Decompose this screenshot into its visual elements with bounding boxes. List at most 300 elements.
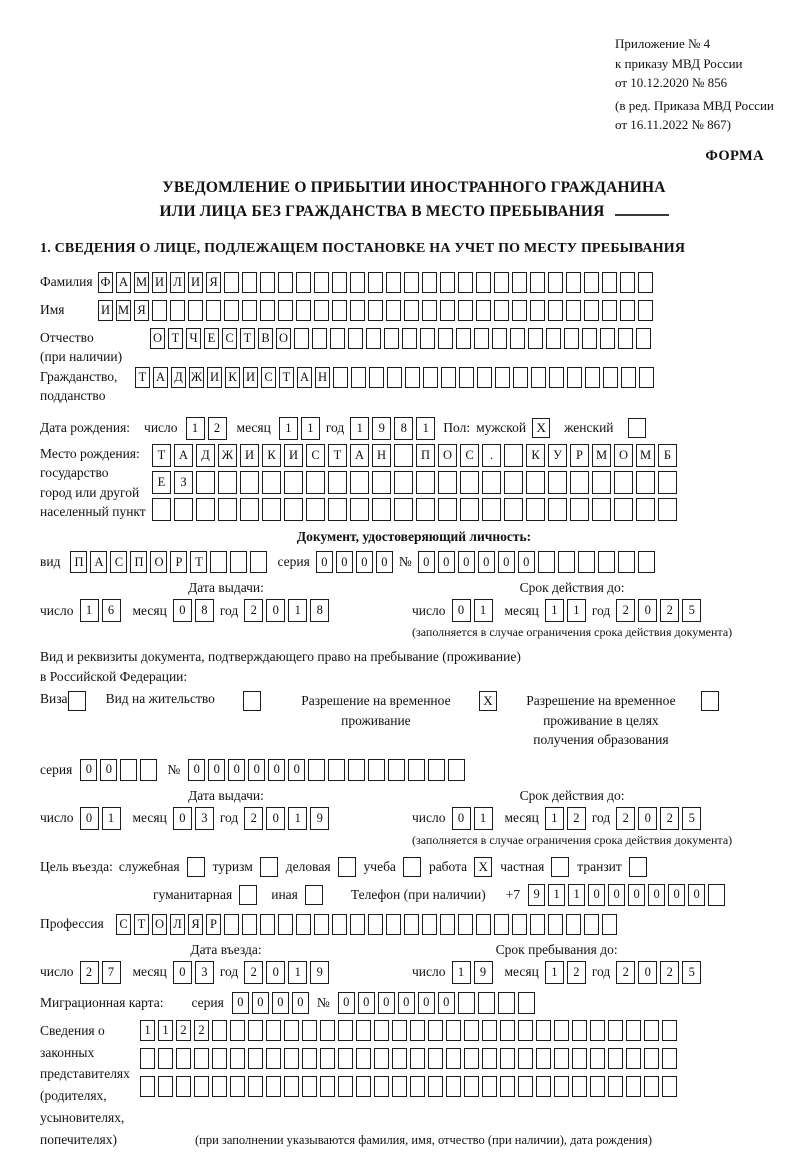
char-cell[interactable]: [320, 1048, 335, 1069]
char-cell[interactable]: [494, 272, 509, 293]
char-cell[interactable]: [278, 300, 293, 321]
char-cell[interactable]: [212, 1048, 227, 1069]
char-cell[interactable]: К: [526, 444, 545, 467]
char-cell[interactable]: Я: [188, 914, 203, 935]
char-cell[interactable]: [386, 272, 401, 293]
char-cell[interactable]: 0: [638, 807, 657, 830]
char-cell[interactable]: [662, 1020, 677, 1041]
char-cell[interactable]: [212, 1020, 227, 1041]
char-cell[interactable]: 2: [616, 807, 635, 830]
char-cell[interactable]: [620, 272, 635, 293]
char-cell[interactable]: 3: [195, 961, 214, 984]
char-cell[interactable]: [440, 300, 455, 321]
char-cell[interactable]: П: [130, 551, 147, 573]
char-cell[interactable]: 0: [188, 759, 205, 781]
char-cell[interactable]: 1: [350, 417, 369, 440]
char-cell[interactable]: 0: [458, 551, 475, 573]
char-cell[interactable]: [512, 300, 527, 321]
char-cell[interactable]: [416, 498, 435, 521]
char-cell[interactable]: [170, 300, 185, 321]
char-cell[interactable]: 0: [688, 884, 705, 906]
char-cell[interactable]: [405, 367, 420, 388]
char-cell[interactable]: [284, 498, 303, 521]
char-cell[interactable]: [266, 1076, 281, 1097]
char-cell[interactable]: [388, 759, 405, 781]
char-cell[interactable]: 0: [80, 807, 99, 830]
char-cell[interactable]: [369, 367, 384, 388]
char-cell[interactable]: Н: [315, 367, 330, 388]
char-cell[interactable]: [526, 471, 545, 494]
char-cell[interactable]: 6: [102, 599, 121, 622]
char-cell[interactable]: [333, 367, 348, 388]
char-cell[interactable]: Д: [196, 444, 215, 467]
char-cell[interactable]: [590, 1076, 605, 1097]
char-cell[interactable]: [240, 471, 259, 494]
char-cell[interactable]: [404, 300, 419, 321]
work-checkbox[interactable]: X: [474, 857, 492, 877]
char-cell[interactable]: А: [297, 367, 312, 388]
char-cell[interactable]: [410, 1076, 425, 1097]
char-cell[interactable]: [266, 1048, 281, 1069]
char-cell[interactable]: [348, 759, 365, 781]
char-cell[interactable]: 1: [568, 884, 585, 906]
char-cell[interactable]: [554, 1020, 569, 1041]
char-cell[interactable]: [662, 1076, 677, 1097]
char-cell[interactable]: [314, 300, 329, 321]
char-cell[interactable]: С: [222, 328, 237, 349]
char-cell[interactable]: [152, 498, 171, 521]
char-cell[interactable]: [230, 1020, 245, 1041]
char-cell[interactable]: 1: [548, 884, 565, 906]
char-cell[interactable]: О: [150, 551, 167, 573]
char-cell[interactable]: 0: [268, 759, 285, 781]
char-cell[interactable]: [459, 367, 474, 388]
char-cell[interactable]: 2: [660, 961, 679, 984]
char-cell[interactable]: Т: [190, 551, 207, 573]
char-cell[interactable]: [548, 914, 563, 935]
char-cell[interactable]: [348, 328, 363, 349]
char-cell[interactable]: [302, 1048, 317, 1069]
char-cell[interactable]: [387, 367, 402, 388]
char-cell[interactable]: [708, 884, 725, 906]
char-cell[interactable]: [368, 759, 385, 781]
char-cell[interactable]: [350, 300, 365, 321]
char-cell[interactable]: [464, 1020, 479, 1041]
char-cell[interactable]: [554, 1076, 569, 1097]
char-cell[interactable]: [440, 914, 455, 935]
char-cell[interactable]: [448, 759, 465, 781]
char-cell[interactable]: 0: [648, 884, 665, 906]
char-cell[interactable]: [566, 300, 581, 321]
char-cell[interactable]: [230, 1048, 245, 1069]
char-cell[interactable]: [512, 914, 527, 935]
char-cell[interactable]: 0: [100, 759, 117, 781]
char-cell[interactable]: [638, 551, 655, 573]
char-cell[interactable]: [500, 1076, 515, 1097]
char-cell[interactable]: [446, 1048, 461, 1069]
char-cell[interactable]: [218, 498, 237, 521]
char-cell[interactable]: 1: [474, 599, 493, 622]
char-cell[interactable]: [350, 471, 369, 494]
char-cell[interactable]: [230, 551, 247, 573]
char-cell[interactable]: [476, 272, 491, 293]
char-cell[interactable]: 0: [608, 884, 625, 906]
char-cell[interactable]: И: [284, 444, 303, 467]
char-cell[interactable]: [526, 498, 545, 521]
char-cell[interactable]: [194, 1048, 209, 1069]
char-cell[interactable]: [320, 1076, 335, 1097]
char-cell[interactable]: [422, 272, 437, 293]
char-cell[interactable]: [513, 367, 528, 388]
char-cell[interactable]: 8: [394, 417, 413, 440]
char-cell[interactable]: 0: [232, 992, 249, 1014]
char-cell[interactable]: [618, 328, 633, 349]
char-cell[interactable]: 0: [173, 807, 192, 830]
char-cell[interactable]: [372, 498, 391, 521]
char-cell[interactable]: [212, 1076, 227, 1097]
char-cell[interactable]: [441, 367, 456, 388]
char-cell[interactable]: М: [592, 444, 611, 467]
char-cell[interactable]: 2: [208, 417, 227, 440]
char-cell[interactable]: [538, 551, 555, 573]
char-cell[interactable]: 2: [244, 599, 263, 622]
char-cell[interactable]: [494, 914, 509, 935]
char-cell[interactable]: [224, 300, 239, 321]
char-cell[interactable]: [422, 914, 437, 935]
char-cell[interactable]: [328, 498, 347, 521]
char-cell[interactable]: [374, 1020, 389, 1041]
char-cell[interactable]: [572, 1076, 587, 1097]
char-cell[interactable]: [386, 300, 401, 321]
char-cell[interactable]: 7: [102, 961, 121, 984]
char-cell[interactable]: У: [548, 444, 567, 467]
char-cell[interactable]: [482, 498, 501, 521]
char-cell[interactable]: 1: [452, 961, 471, 984]
char-cell[interactable]: 1: [279, 417, 298, 440]
char-cell[interactable]: [384, 328, 399, 349]
char-cell[interactable]: [332, 914, 347, 935]
char-cell[interactable]: [566, 272, 581, 293]
char-cell[interactable]: [206, 300, 221, 321]
char-cell[interactable]: 0: [418, 551, 435, 573]
char-cell[interactable]: 0: [173, 961, 192, 984]
char-cell[interactable]: [566, 914, 581, 935]
char-cell[interactable]: 0: [80, 759, 97, 781]
char-cell[interactable]: [498, 992, 515, 1014]
char-cell[interactable]: [572, 1048, 587, 1069]
char-cell[interactable]: [328, 759, 345, 781]
char-cell[interactable]: [464, 1076, 479, 1097]
char-cell[interactable]: Ф: [98, 272, 113, 293]
char-cell[interactable]: [644, 1048, 659, 1069]
char-cell[interactable]: [504, 498, 523, 521]
char-cell[interactable]: [536, 1020, 551, 1041]
char-cell[interactable]: 1: [102, 807, 121, 830]
char-cell[interactable]: [314, 272, 329, 293]
char-cell[interactable]: 5: [682, 599, 701, 622]
char-cell[interactable]: [458, 992, 475, 1014]
char-cell[interactable]: [306, 471, 325, 494]
char-cell[interactable]: [158, 1048, 173, 1069]
char-cell[interactable]: [351, 367, 366, 388]
char-cell[interactable]: [518, 1048, 533, 1069]
char-cell[interactable]: Т: [240, 328, 255, 349]
char-cell[interactable]: [564, 328, 579, 349]
char-cell[interactable]: [621, 367, 636, 388]
char-cell[interactable]: [350, 498, 369, 521]
char-cell[interactable]: 0: [208, 759, 225, 781]
char-cell[interactable]: [495, 367, 510, 388]
temp-permit-checkbox[interactable]: X: [479, 691, 497, 711]
char-cell[interactable]: [248, 1020, 263, 1041]
char-cell[interactable]: [504, 471, 523, 494]
char-cell[interactable]: [477, 367, 492, 388]
char-cell[interactable]: О: [150, 328, 165, 349]
char-cell[interactable]: 0: [638, 961, 657, 984]
char-cell[interactable]: П: [70, 551, 87, 573]
char-cell[interactable]: [592, 471, 611, 494]
char-cell[interactable]: [174, 498, 193, 521]
char-cell[interactable]: [582, 328, 597, 349]
char-cell[interactable]: [158, 1076, 173, 1097]
char-cell[interactable]: 0: [338, 992, 355, 1014]
char-cell[interactable]: И: [152, 272, 167, 293]
char-cell[interactable]: [438, 471, 457, 494]
char-cell[interactable]: [356, 1048, 371, 1069]
char-cell[interactable]: [392, 1048, 407, 1069]
char-cell[interactable]: [392, 1076, 407, 1097]
char-cell[interactable]: [428, 1020, 443, 1041]
char-cell[interactable]: 0: [588, 884, 605, 906]
char-cell[interactable]: 8: [310, 599, 329, 622]
char-cell[interactable]: С: [261, 367, 276, 388]
char-cell[interactable]: [492, 328, 507, 349]
char-cell[interactable]: [140, 759, 157, 781]
char-cell[interactable]: [518, 992, 535, 1014]
char-cell[interactable]: [438, 498, 457, 521]
char-cell[interactable]: 0: [356, 551, 373, 573]
char-cell[interactable]: [332, 300, 347, 321]
char-cell[interactable]: Т: [152, 444, 171, 467]
char-cell[interactable]: [602, 272, 617, 293]
char-cell[interactable]: [296, 272, 311, 293]
char-cell[interactable]: 0: [518, 551, 535, 573]
char-cell[interactable]: 1: [545, 961, 564, 984]
char-cell[interactable]: [410, 1020, 425, 1041]
official-checkbox[interactable]: [187, 857, 205, 877]
char-cell[interactable]: [494, 300, 509, 321]
char-cell[interactable]: 2: [176, 1020, 191, 1041]
char-cell[interactable]: 0: [266, 961, 285, 984]
char-cell[interactable]: [500, 1020, 515, 1041]
char-cell[interactable]: 0: [288, 759, 305, 781]
char-cell[interactable]: 2: [194, 1020, 209, 1041]
char-cell[interactable]: Р: [170, 551, 187, 573]
char-cell[interactable]: [250, 551, 267, 573]
char-cell[interactable]: [278, 914, 293, 935]
char-cell[interactable]: [224, 914, 239, 935]
char-cell[interactable]: 0: [272, 992, 289, 1014]
char-cell[interactable]: 3: [195, 807, 214, 830]
char-cell[interactable]: [584, 272, 599, 293]
char-cell[interactable]: [476, 914, 491, 935]
char-cell[interactable]: [402, 328, 417, 349]
char-cell[interactable]: А: [350, 444, 369, 467]
char-cell[interactable]: [416, 471, 435, 494]
char-cell[interactable]: 0: [668, 884, 685, 906]
char-cell[interactable]: 0: [628, 884, 645, 906]
char-cell[interactable]: [372, 471, 391, 494]
char-cell[interactable]: 2: [660, 599, 679, 622]
char-cell[interactable]: 0: [248, 759, 265, 781]
study-checkbox[interactable]: [403, 857, 421, 877]
char-cell[interactable]: [140, 1076, 155, 1097]
char-cell[interactable]: [460, 498, 479, 521]
char-cell[interactable]: 0: [452, 599, 471, 622]
char-cell[interactable]: [602, 300, 617, 321]
char-cell[interactable]: [536, 1076, 551, 1097]
char-cell[interactable]: 0: [438, 992, 455, 1014]
tourism-checkbox[interactable]: [260, 857, 278, 877]
char-cell[interactable]: [458, 272, 473, 293]
char-cell[interactable]: С: [116, 914, 131, 935]
char-cell[interactable]: Я: [206, 272, 221, 293]
char-cell[interactable]: [528, 328, 543, 349]
char-cell[interactable]: О: [614, 444, 633, 467]
char-cell[interactable]: Ж: [189, 367, 204, 388]
char-cell[interactable]: С: [460, 444, 479, 467]
char-cell[interactable]: [350, 914, 365, 935]
char-cell[interactable]: 2: [616, 599, 635, 622]
char-cell[interactable]: 5: [682, 961, 701, 984]
char-cell[interactable]: З: [174, 471, 193, 494]
char-cell[interactable]: 2: [616, 961, 635, 984]
char-cell[interactable]: [152, 300, 167, 321]
char-cell[interactable]: [446, 1076, 461, 1097]
char-cell[interactable]: [218, 471, 237, 494]
char-cell[interactable]: И: [188, 272, 203, 293]
char-cell[interactable]: [603, 367, 618, 388]
char-cell[interactable]: [440, 272, 455, 293]
char-cell[interactable]: 0: [336, 551, 353, 573]
char-cell[interactable]: [338, 1076, 353, 1097]
char-cell[interactable]: [570, 498, 589, 521]
char-cell[interactable]: Р: [570, 444, 589, 467]
char-cell[interactable]: В: [258, 328, 273, 349]
char-cell[interactable]: 2: [80, 961, 99, 984]
char-cell[interactable]: [262, 498, 281, 521]
char-cell[interactable]: [570, 471, 589, 494]
char-cell[interactable]: [328, 471, 347, 494]
char-cell[interactable]: [512, 272, 527, 293]
char-cell[interactable]: 1: [545, 599, 564, 622]
char-cell[interactable]: [284, 1048, 299, 1069]
residence-permit-checkbox[interactable]: [243, 691, 261, 711]
char-cell[interactable]: 1: [158, 1020, 173, 1041]
char-cell[interactable]: 2: [244, 807, 263, 830]
char-cell[interactable]: [366, 328, 381, 349]
char-cell[interactable]: Т: [134, 914, 149, 935]
char-cell[interactable]: [600, 328, 615, 349]
char-cell[interactable]: [248, 1076, 263, 1097]
char-cell[interactable]: К: [262, 444, 281, 467]
char-cell[interactable]: [598, 551, 615, 573]
char-cell[interactable]: 2: [660, 807, 679, 830]
char-cell[interactable]: 0: [498, 551, 515, 573]
char-cell[interactable]: [482, 471, 501, 494]
char-cell[interactable]: 2: [567, 961, 586, 984]
business-checkbox[interactable]: [338, 857, 356, 877]
char-cell[interactable]: [242, 914, 257, 935]
char-cell[interactable]: [374, 1076, 389, 1097]
char-cell[interactable]: [308, 759, 325, 781]
char-cell[interactable]: [284, 471, 303, 494]
char-cell[interactable]: [510, 328, 525, 349]
char-cell[interactable]: 1: [80, 599, 99, 622]
char-cell[interactable]: [394, 498, 413, 521]
char-cell[interactable]: [638, 300, 653, 321]
char-cell[interactable]: [504, 444, 523, 467]
char-cell[interactable]: [428, 1048, 443, 1069]
char-cell[interactable]: 0: [478, 551, 495, 573]
char-cell[interactable]: [644, 1076, 659, 1097]
char-cell[interactable]: [464, 1048, 479, 1069]
char-cell[interactable]: [644, 1020, 659, 1041]
char-cell[interactable]: [368, 914, 383, 935]
char-cell[interactable]: [482, 1048, 497, 1069]
char-cell[interactable]: [230, 1076, 245, 1097]
char-cell[interactable]: [636, 498, 655, 521]
char-cell[interactable]: 0: [252, 992, 269, 1014]
char-cell[interactable]: С: [110, 551, 127, 573]
char-cell[interactable]: [548, 272, 563, 293]
char-cell[interactable]: 1: [416, 417, 435, 440]
male-checkbox[interactable]: X: [532, 418, 550, 438]
char-cell[interactable]: И: [98, 300, 113, 321]
char-cell[interactable]: 0: [376, 551, 393, 573]
char-cell[interactable]: [548, 300, 563, 321]
char-cell[interactable]: [302, 1020, 317, 1041]
char-cell[interactable]: [320, 1020, 335, 1041]
char-cell[interactable]: 0: [266, 599, 285, 622]
char-cell[interactable]: [260, 272, 275, 293]
char-cell[interactable]: Л: [170, 914, 185, 935]
char-cell[interactable]: Л: [170, 272, 185, 293]
char-cell[interactable]: [420, 328, 435, 349]
char-cell[interactable]: 8: [195, 599, 214, 622]
char-cell[interactable]: [356, 1020, 371, 1041]
char-cell[interactable]: [460, 471, 479, 494]
char-cell[interactable]: [474, 328, 489, 349]
char-cell[interactable]: 0: [266, 807, 285, 830]
char-cell[interactable]: [626, 1020, 641, 1041]
char-cell[interactable]: [423, 367, 438, 388]
char-cell[interactable]: 2: [244, 961, 263, 984]
char-cell[interactable]: [614, 498, 633, 521]
char-cell[interactable]: 1: [545, 807, 564, 830]
char-cell[interactable]: [500, 1048, 515, 1069]
transit-checkbox[interactable]: [629, 857, 647, 877]
char-cell[interactable]: [546, 328, 561, 349]
char-cell[interactable]: [549, 367, 564, 388]
char-cell[interactable]: [408, 759, 425, 781]
char-cell[interactable]: [636, 471, 655, 494]
char-cell[interactable]: [242, 272, 257, 293]
char-cell[interactable]: [482, 1076, 497, 1097]
char-cell[interactable]: [482, 1020, 497, 1041]
char-cell[interactable]: [350, 272, 365, 293]
char-cell[interactable]: .: [482, 444, 501, 467]
